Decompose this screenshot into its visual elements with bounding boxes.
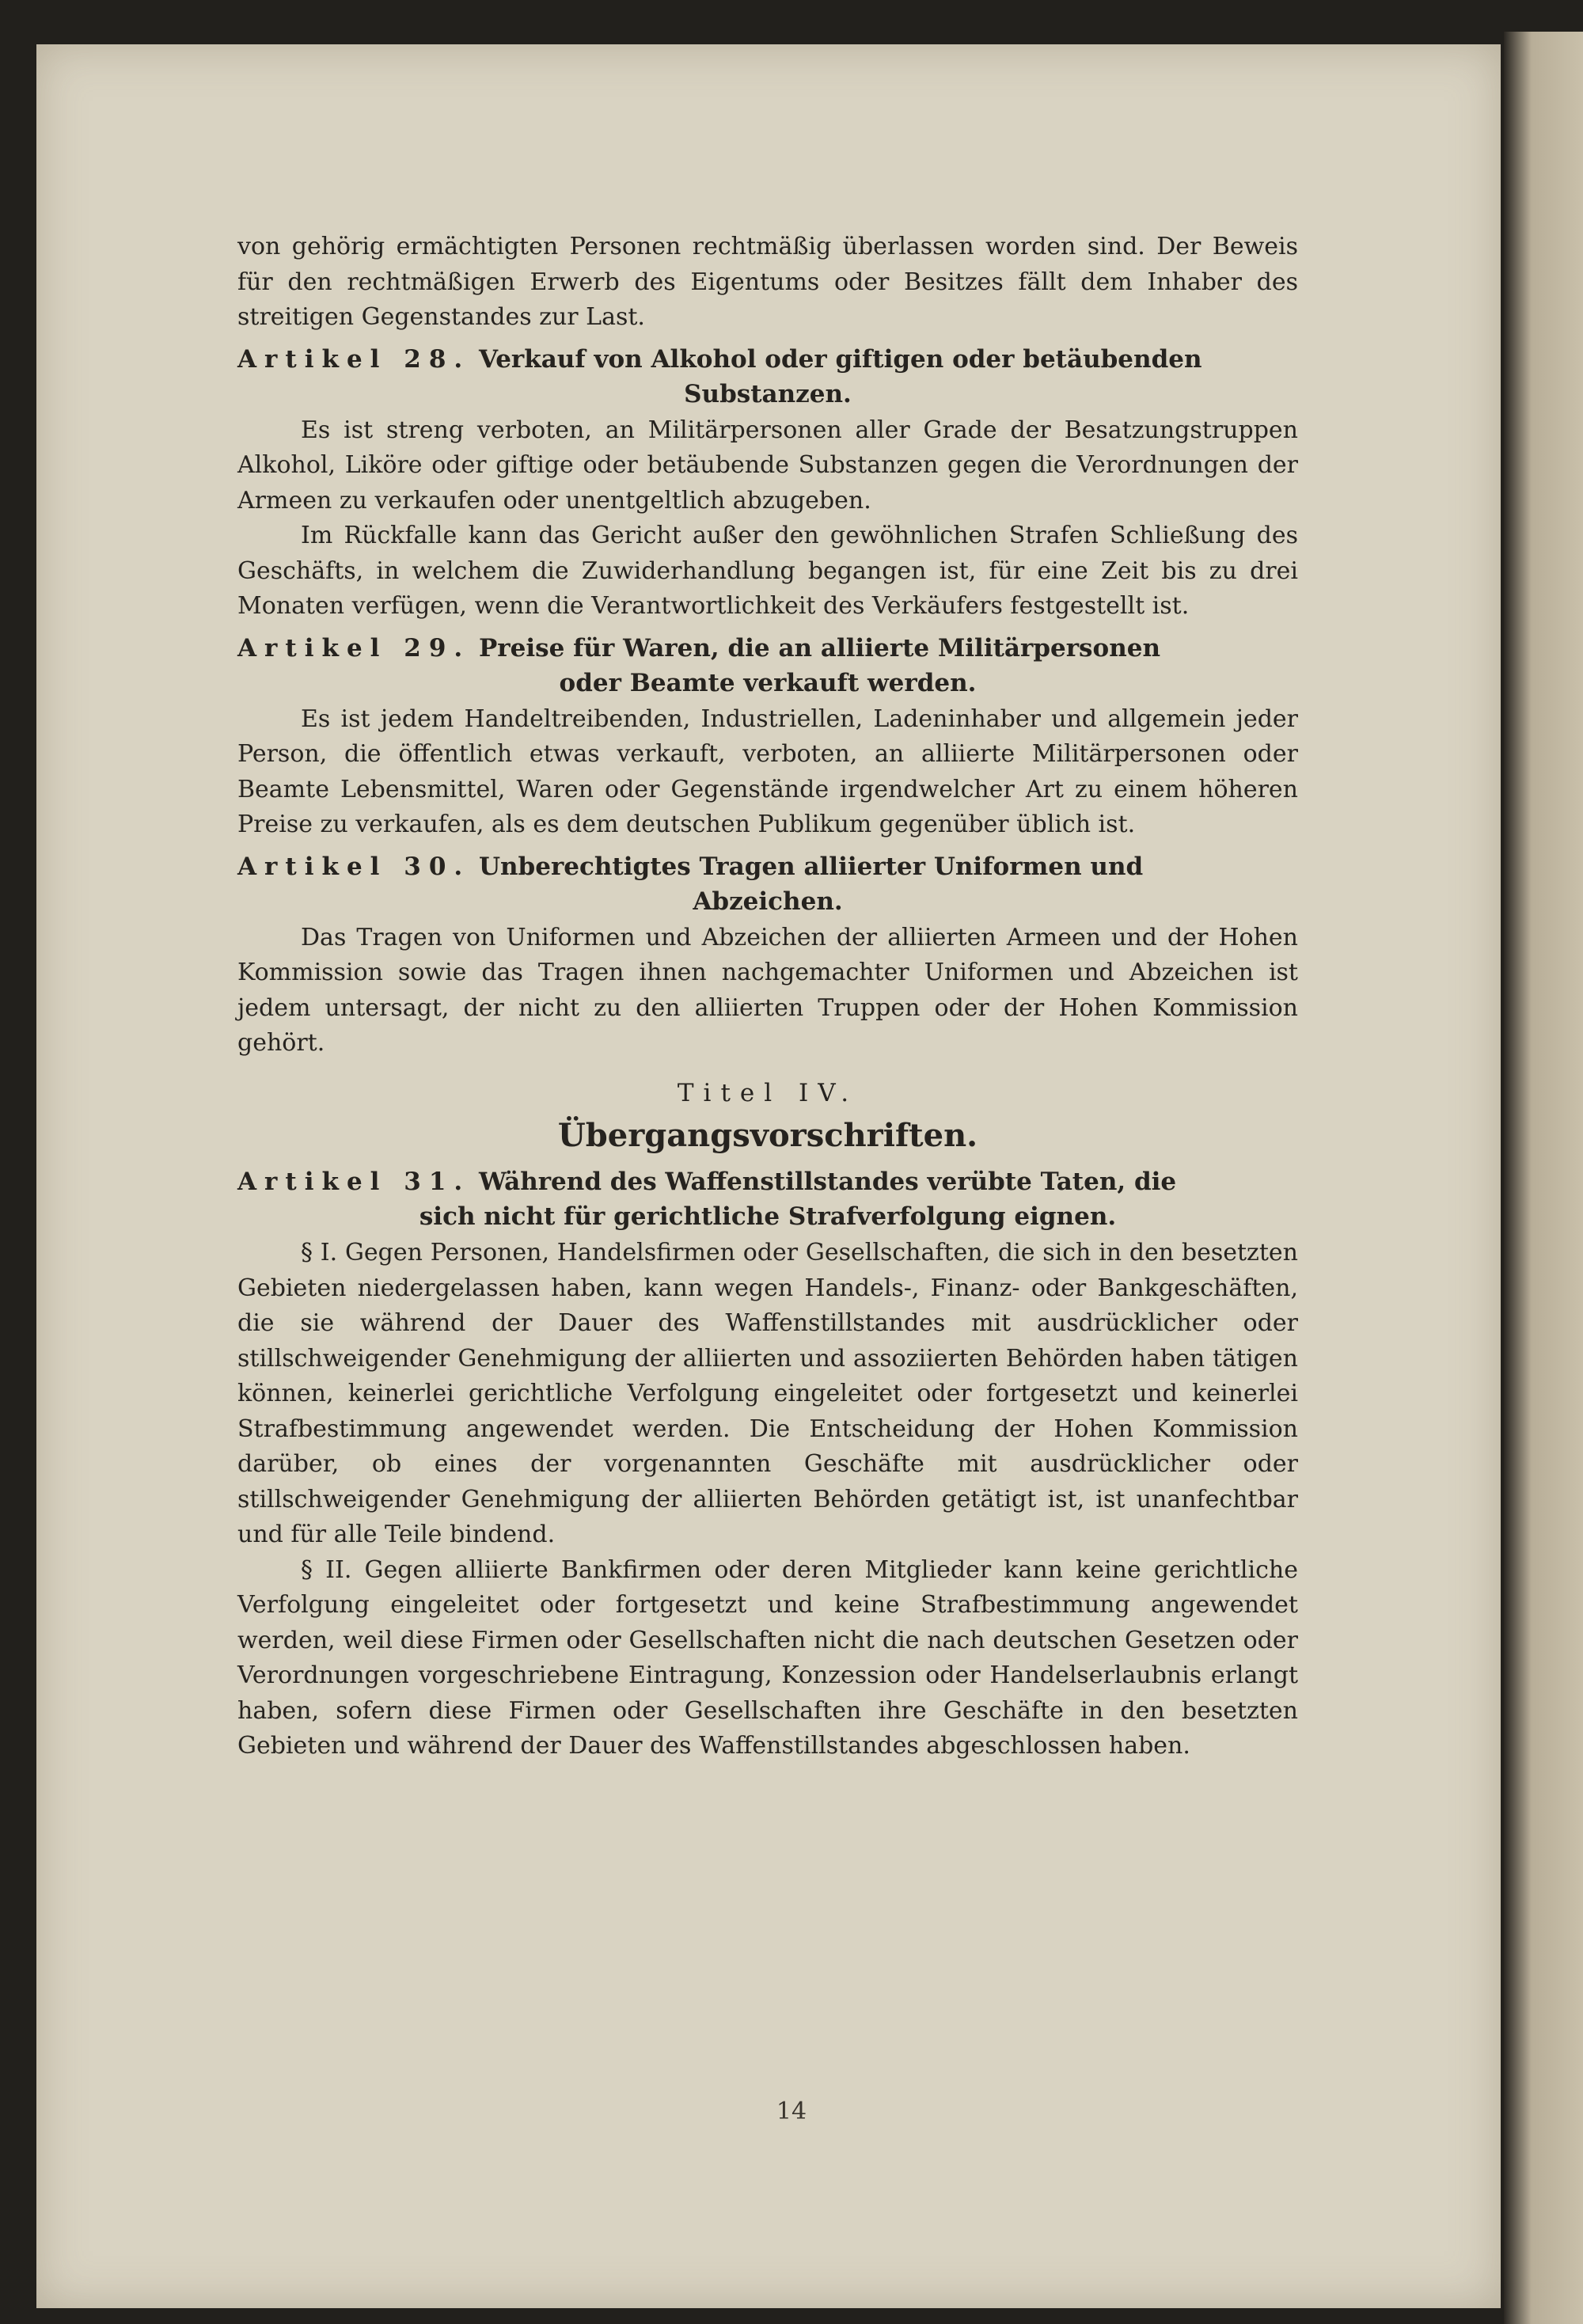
- article-28-paragraph-1: Es ist streng verboten, an Militärpersonen aller Grade der Besatzungstruppen Alkohol, Liköre oder giftige oder betäubende Substanzen gegen die Verordnungen der Armeen zu verkaufen oder unentgeltlich abzugeben.: [237, 416, 1298, 515]
- article-29-paragraph-1: Es ist jedem Handeltreibenden, Industriellen, Ladeninhaber und allgemein jeder Person, die öffentlich etwas verkauft, verboten, an alliierte Militärpersonen oder Beamte Lebensmittel, Waren oder Gegenstände irgendwelcher Art zu einem höheren Preise zu verkaufen, als es dem deutschen Publikum gegenüber üblich ist.: [237, 704, 1298, 838]
- article-31-heading: [237, 1164, 1298, 1234]
- page-number: 14: [776, 2098, 807, 2125]
- article-30-heading: [237, 849, 1298, 919]
- article-28-paragraph-2: Im Rückfalle kann das Gericht außer den gewöhnlichen Strafen Schließung des Geschäfts, in welchem die Zuwiderhandlung begangen ist, für eine Zeit bis zu drei Monaten verfügen, wenn die Verantwortlichkeit des Verkäufers festgestellt ist.: [237, 522, 1298, 620]
- intro-paragraph: von gehörig ermächtigten Personen rechtmäßig überlassen worden sind. Der Beweis für den rechtmäßigen Erwerb des Eigentums oder Besitzes fällt dem Inhaber des streitigen Gegenstandes zur Last.: [237, 233, 1298, 331]
- article-31-title-cont: sich nicht für gerichtliche Strafverfolgung eignen.: [419, 1202, 1117, 1231]
- article-31-title: Während des Waffenstillstandes verübte Taten, die: [478, 1168, 1177, 1196]
- article-28-label: Artikel 28.: [237, 344, 471, 374]
- article-29-title: Preise für Waren, die an alliierte Militärpersonen: [478, 633, 1160, 663]
- article-30-title: Unberechtigtes Tragen alliierter Uniformen und: [478, 852, 1144, 881]
- page-content: [237, 230, 1298, 1764]
- article-30-paragraph-1: Das Tragen von Uniformen und Abzeichen der alliierten Armeen und der Hohen Kommission sowie das Tragen ihnen nachgemachter Uniformen und Abzeichen ist jedem untersagt, der nicht zu den alliierten Truppen oder der Hohen Kommission gehört.: [237, 923, 1298, 1057]
- article-29-heading: [237, 631, 1298, 701]
- article-31-paragraph-1: § I. Gegen Personen, Handelsfirmen oder Gesellschaften, die sich in den besetzten Gebieten niedergelassen haben, kann wegen Handels-, Finanz- oder Bankgeschäften, die sie während der Dauer des Waffenstillstandes mit ausdrücklicher oder stillschweigender Genehmigung der alliierten und assoziierten Behörden haben tätigen können, keinerlei gerichtliche Verfolgung eingeleitet oder fortgesetzt und keinerlei Strafbestimmung angewendet werden. Die Entscheidung der Hohen Kommission darüber, ob eines der vorgenannten Geschäfte mit ausdrücklicher oder stillschweigender Genehmigung der alliierten Behörden getätigt ist, ist unanfechtbar und für alle Teile bindend.: [237, 1239, 1298, 1548]
- article-30-title-cont: Abzeichen.: [693, 887, 843, 916]
- article-28-heading: [237, 342, 1298, 412]
- article-28-title: Verkauf von Alkohol oder giftigen oder betäubenden: [478, 344, 1202, 374]
- section-title: Übergangsvorschriften.: [557, 1117, 978, 1154]
- article-30-label: Artikel 30.: [237, 852, 471, 881]
- article-31-paragraph-2: § II. Gegen alliierte Bankfirmen oder deren Mitglieder kann keine gerichtliche Verfolgung eingeleitet oder fortgesetzt und keine Strafbestimmung angewendet werden, weil diese Firmen oder Gesellschaften nicht die nach deutschen Gesetzen oder Verordnungen vorgeschriebene Eintragung, Konzession oder Handelserlaubnis erlangt haben, sofern diese Firmen oder Gesellschaften ihre Geschäfte in den besetzten Gebieten und während der Dauer des Waffenstillstandes abgeschlossen haben.: [237, 1555, 1298, 1760]
- article-28-title-cont: Substanzen.: [684, 379, 852, 408]
- title-iv-heading: Titel IV.: [677, 1078, 859, 1107]
- article-29-title-cont: oder Beamte verkauft werden.: [559, 668, 977, 697]
- article-31-label: Artikel 31.: [237, 1168, 471, 1196]
- article-29-label: Artikel 29.: [237, 633, 471, 663]
- facing-page-edge: [1504, 32, 1583, 2324]
